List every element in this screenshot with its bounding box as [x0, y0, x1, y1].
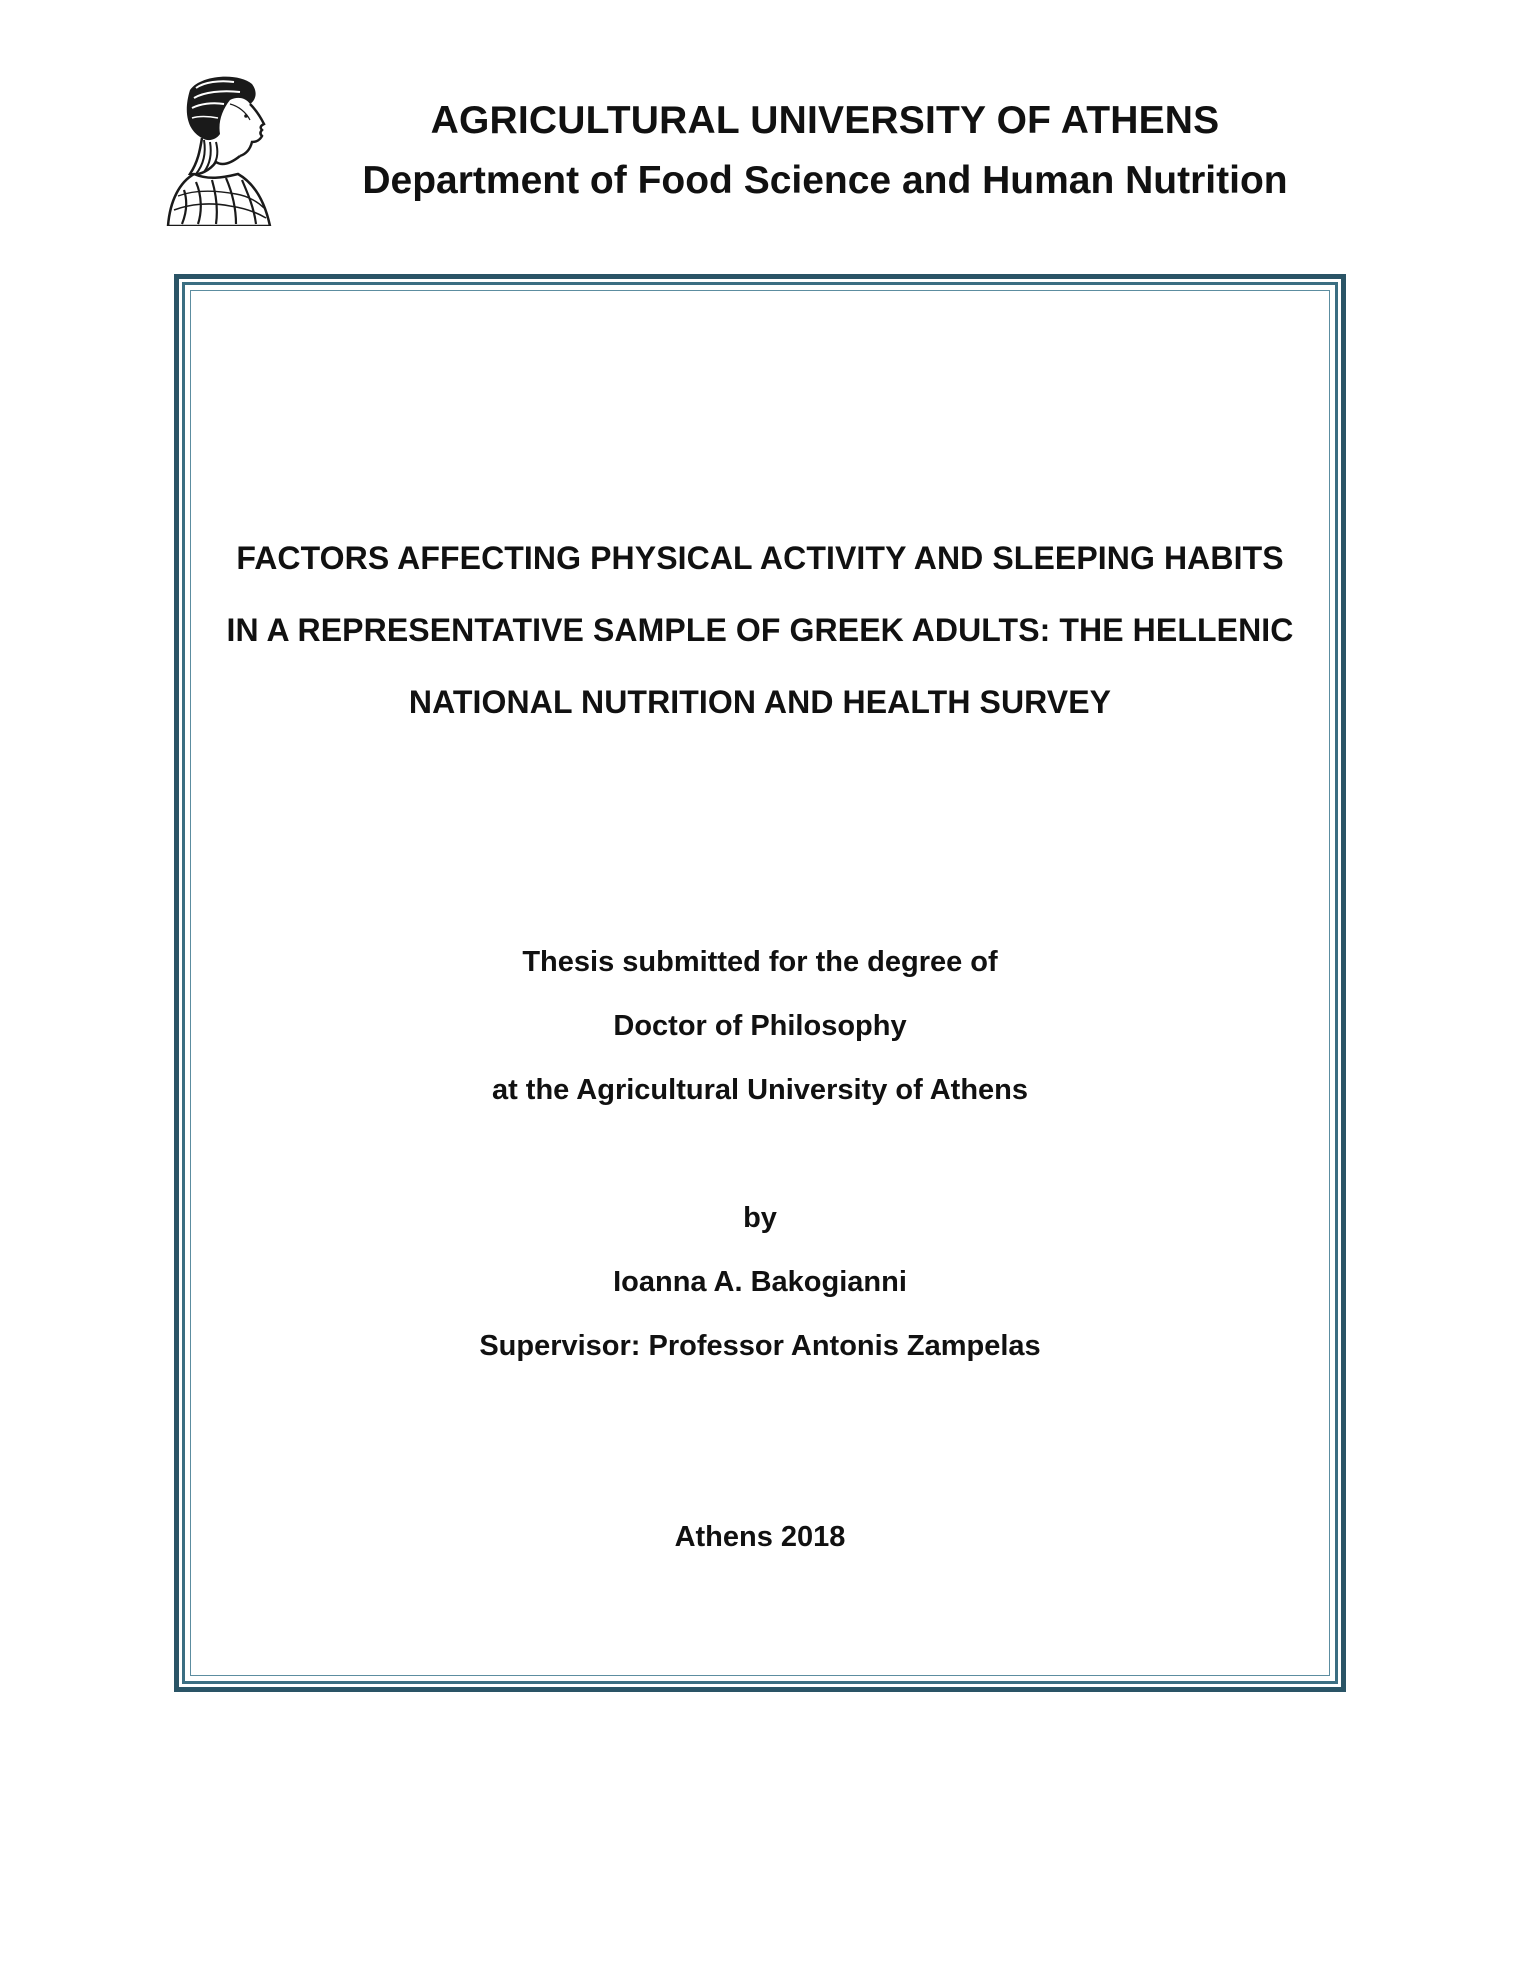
by-label: by [743, 1202, 777, 1234]
degree-line-university: at the Agricultural University of Athens [491, 1074, 1029, 1106]
supervisor-name: Supervisor: Professor Antonis Zampelas [479, 1330, 1041, 1362]
thesis-title-line: IN A REPRESENTATIVE SAMPLE OF GREEK ADULTS: THE HELLENIC [226, 612, 1294, 648]
institution-header [330, 92, 1320, 210]
thesis-title-line: NATIONAL NUTRITION AND HEALTH SURVEY [408, 684, 1112, 720]
department-name: Department of Food Science and Human Nutrition [362, 159, 1288, 202]
university-name: AGRICULTURAL UNIVERSITY OF ATHENS [430, 99, 1220, 142]
degree-statement [200, 930, 1320, 1122]
university-logo [160, 70, 280, 226]
degree-line-doctorate: Doctor of Philosophy [613, 1010, 907, 1042]
thesis-title [200, 522, 1320, 738]
classical-bust-logo-icon [160, 70, 280, 226]
degree-line-submitted: Thesis submitted for the degree of [522, 946, 998, 978]
thesis-title-line: FACTORS AFFECTING PHYSICAL ACTIVITY AND SLEEPING HABITS [236, 540, 1284, 576]
author-name: Ioanna A. Bakogianni [613, 1266, 907, 1298]
place-and-year: Athens 2018 [674, 1521, 846, 1553]
author-block [200, 1186, 1320, 1378]
